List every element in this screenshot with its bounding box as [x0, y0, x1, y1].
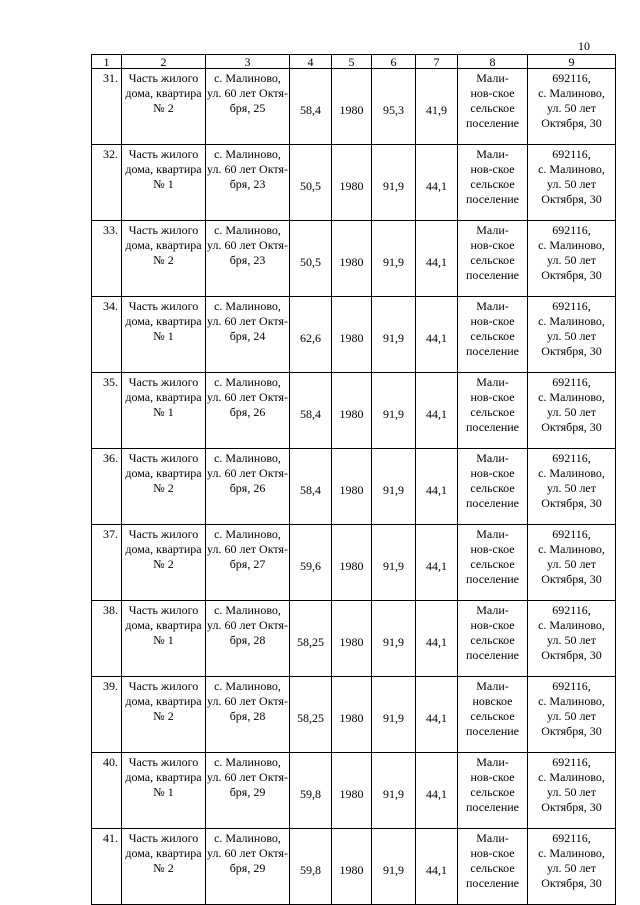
owner-address: 692116, с. Малиново, ул. 50 лет Октября, 30 [528, 221, 616, 297]
object-address: с. Малиново, ул. 60 лет Октя- бря, 23 [206, 221, 290, 297]
wear-percent: 91,9 [372, 677, 416, 753]
object-area: 59,6 [290, 525, 332, 601]
object-address: с. Малиново, ул. 60 лет Октя- бря, 25 [206, 69, 290, 145]
wear-percent: 91,9 [372, 829, 416, 905]
column-header: 2 [122, 55, 206, 69]
cost-value: 44,1 [416, 601, 458, 677]
object-area: 58,25 [290, 677, 332, 753]
page-number: 10 [578, 39, 590, 53]
column-header: 9 [528, 55, 616, 69]
build-year: 1980 [332, 69, 372, 145]
build-year: 1980 [332, 449, 372, 525]
object-name: Часть жилого дома, квартира № 1 [122, 601, 206, 677]
table-row [92, 525, 616, 601]
owner-address: 692116, с. Малиново, ул. 50 лет Октября, 30 [528, 373, 616, 449]
object-name: Часть жилого дома, квартира № 1 [122, 753, 206, 829]
wear-percent: 91,9 [372, 753, 416, 829]
build-year: 1980 [332, 677, 372, 753]
row-number: 38. [92, 601, 122, 677]
column-header: 4 [290, 55, 332, 69]
object-address: с. Малиново, ул. 60 лет Октя- бря, 26 [206, 373, 290, 449]
owner-address: 692116, с. Малиново, ул. 50 лет Октября, 30 [528, 449, 616, 525]
table-row [92, 221, 616, 297]
object-area: 50,5 [290, 145, 332, 221]
column-header: 3 [206, 55, 290, 69]
object-name: Часть жилого дома, квартира № 2 [122, 221, 206, 297]
wear-percent: 91,9 [372, 373, 416, 449]
owner-name: Мали- нов-ское сельское поселение [458, 753, 528, 829]
object-area: 59,8 [290, 753, 332, 829]
owner-name: Мали- новское сельское поселение [458, 677, 528, 753]
object-area: 62,6 [290, 297, 332, 373]
owner-address: 692116, с. Малиново, ул. 50 лет Октября, 30 [528, 601, 616, 677]
object-name: Часть жилого дома, квартира № 1 [122, 373, 206, 449]
object-address: с. Малиново, ул. 60 лет Октя- бря, 26 [206, 449, 290, 525]
owner-name: Мали- нов-ское сельское поселение [458, 601, 528, 677]
owner-address: 692116, с. Малиново, ул. 50 лет Октября, 30 [528, 525, 616, 601]
cost-value: 44,1 [416, 677, 458, 753]
cost-value: 44,1 [416, 145, 458, 221]
row-number: 34. [92, 297, 122, 373]
row-number: 35. [92, 373, 122, 449]
row-number: 32. [92, 145, 122, 221]
build-year: 1980 [332, 297, 372, 373]
table-row [92, 753, 616, 829]
object-address: с. Малиново, ул. 60 лет Октя- бря, 23 [206, 145, 290, 221]
object-area: 58,4 [290, 449, 332, 525]
build-year: 1980 [332, 829, 372, 905]
object-name: Часть жилого дома, квартира № 2 [122, 69, 206, 145]
object-name: Часть жилого дома, квартира № 1 [122, 297, 206, 373]
object-name: Часть жилого дома, квартира № 1 [122, 145, 206, 221]
owner-name: Мали- нов-ское сельское поселение [458, 829, 528, 905]
object-name: Часть жилого дома, квартира № 2 [122, 449, 206, 525]
cost-value: 44,1 [416, 525, 458, 601]
cost-value: 44,1 [416, 373, 458, 449]
column-header: 8 [458, 55, 528, 69]
build-year: 1980 [332, 373, 372, 449]
wear-percent: 91,9 [372, 601, 416, 677]
column-header: 1 [92, 55, 122, 69]
column-header: 7 [416, 55, 458, 69]
owner-address: 692116, с. Малиново, ул. 50 лет Октября, 30 [528, 829, 616, 905]
cost-value: 44,1 [416, 449, 458, 525]
object-area: 58,4 [290, 69, 332, 145]
cost-value: 44,1 [416, 221, 458, 297]
owner-name: Мали- нов-ское сельское поселение [458, 69, 528, 145]
owner-name: Мали- нов-ское сельское поселение [458, 221, 528, 297]
object-address: с. Малиново, ул. 60 лет Октя- бря, 28 [206, 601, 290, 677]
owner-address: 692116, с. Малиново, ул. 50 лет Октября, 30 [528, 145, 616, 221]
object-address: с. Малиново, ул. 60 лет Октя- бря, 28 [206, 677, 290, 753]
cost-value: 41,9 [416, 69, 458, 145]
wear-percent: 91,9 [372, 525, 416, 601]
table-row [92, 449, 616, 525]
row-number: 40. [92, 753, 122, 829]
owner-name: Мали- нов-ское сельское поселение [458, 297, 528, 373]
table-row [92, 373, 616, 449]
owner-name: Мали- нов-ское сельское поселение [458, 145, 528, 221]
cost-value: 44,1 [416, 297, 458, 373]
column-number-row [92, 55, 616, 69]
wear-percent: 91,9 [372, 221, 416, 297]
owner-name: Мали- нов-ское сельское поселение [458, 449, 528, 525]
object-address: с. Малиново, ул. 60 лет Октя- бря, 24 [206, 297, 290, 373]
owner-name: Мали- нов-ское сельское поселение [458, 525, 528, 601]
owner-address: 692116, с. Малиново, ул. 50 лет Октября, 30 [528, 753, 616, 829]
row-number: 39. [92, 677, 122, 753]
row-number: 31. [92, 69, 122, 145]
wear-percent: 91,9 [372, 449, 416, 525]
row-number: 37. [92, 525, 122, 601]
property-registry-table [91, 54, 616, 905]
owner-name: Мали- нов-ское сельское поселение [458, 373, 528, 449]
owner-address: 692116, с. Малиново, ул. 50 лет Октября, 30 [528, 677, 616, 753]
object-address: с. Малиново, ул. 60 лет Октя- бря, 27 [206, 525, 290, 601]
column-header: 6 [372, 55, 416, 69]
object-name: Часть жилого дома, квартира № 2 [122, 525, 206, 601]
build-year: 1980 [332, 525, 372, 601]
wear-percent: 91,9 [372, 145, 416, 221]
column-header: 5 [332, 55, 372, 69]
row-number: 41. [92, 829, 122, 905]
cost-value: 44,1 [416, 753, 458, 829]
object-address: с. Малиново, ул. 60 лет Октя- бря, 29 [206, 753, 290, 829]
object-area: 58,25 [290, 601, 332, 677]
row-number: 33. [92, 221, 122, 297]
object-area: 59,8 [290, 829, 332, 905]
object-area: 58,4 [290, 373, 332, 449]
table-row [92, 145, 616, 221]
wear-percent: 95,3 [372, 69, 416, 145]
owner-address: 692116, с. Малиново, ул. 50 лет Октября, 30 [528, 69, 616, 145]
owner-address: 692116, с. Малиново, ул. 50 лет Октября, 30 [528, 297, 616, 373]
build-year: 1980 [332, 145, 372, 221]
build-year: 1980 [332, 753, 372, 829]
object-area: 50,5 [290, 221, 332, 297]
table-row [92, 69, 616, 145]
table-row [92, 601, 616, 677]
object-name: Часть жилого дома, квартира № 2 [122, 829, 206, 905]
row-number: 36. [92, 449, 122, 525]
wear-percent: 91,9 [372, 297, 416, 373]
cost-value: 44,1 [416, 829, 458, 905]
build-year: 1980 [332, 601, 372, 677]
table-body [92, 69, 616, 905]
table-row [92, 829, 616, 905]
object-address: с. Малиново, ул. 60 лет Октя- бря, 29 [206, 829, 290, 905]
table-row [92, 677, 616, 753]
object-name: Часть жилого дома, квартира № 2 [122, 677, 206, 753]
build-year: 1980 [332, 221, 372, 297]
table-row [92, 297, 616, 373]
